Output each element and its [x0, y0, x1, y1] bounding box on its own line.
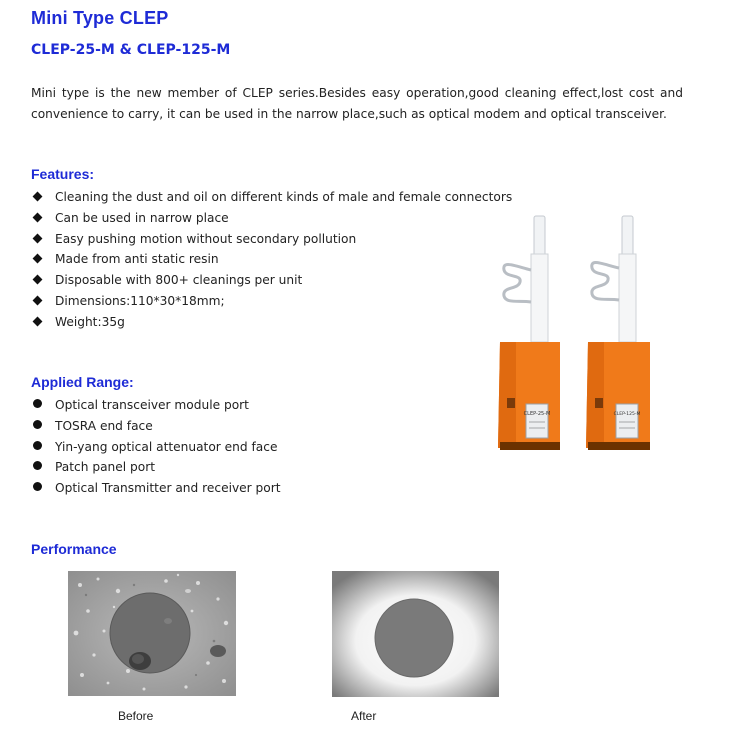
diamond-bullet-icon [31, 312, 55, 333]
list-item [31, 478, 281, 499]
features-list [31, 187, 512, 333]
cleaner-left-label: CLEP-25-M [523, 411, 551, 417]
list-item [31, 187, 512, 208]
list-item [31, 416, 281, 437]
page-subtitle: CLEP-25-M & CLEP-125-M [31, 42, 231, 58]
list-item [31, 291, 512, 312]
feature-text: Weight:35g [55, 314, 125, 329]
range-text: Yin-yang optical attenuator end face [55, 439, 278, 454]
diamond-bullet-icon [31, 270, 55, 291]
list-item [31, 312, 512, 333]
list-item [31, 270, 512, 291]
range-text: Optical transceiver module port [55, 398, 249, 412]
list-item [31, 395, 281, 416]
list-item [31, 457, 281, 478]
feature-text: Easy pushing motion without secondary pollution [55, 231, 357, 246]
list-item [31, 229, 512, 250]
feature-text: Disposable with 800+ cleanings per unit [55, 273, 303, 288]
applied-range-heading: Applied Range: [31, 374, 134, 390]
list-item [31, 437, 281, 458]
list-item [31, 208, 512, 229]
dot-bullet-icon [31, 437, 55, 458]
dot-bullet-icon [31, 416, 55, 437]
diamond-bullet-icon [31, 187, 55, 208]
features-heading: Features: [31, 166, 95, 182]
diamond-bullet-icon [31, 229, 55, 250]
cleaner-right [586, 216, 650, 450]
dot-bullet-icon [31, 457, 55, 478]
before-photo [68, 571, 236, 696]
diamond-bullet-icon [31, 291, 55, 312]
feature-text: Made from anti static resin [55, 252, 219, 267]
performance-heading: Performance [31, 541, 117, 557]
product-image [490, 210, 680, 460]
cleaner-left [498, 216, 560, 450]
after-caption: After [351, 709, 377, 723]
range-text: TOSRA end face [55, 418, 153, 433]
dot-bullet-icon [31, 395, 55, 416]
diamond-bullet-icon [31, 208, 55, 229]
before-caption: Before [118, 709, 154, 723]
intro-paragraph: Mini type is the new member of CLEP series.Besides easy operation,good cleaning effect,lost cost and convenience to carry, it can be used in the narrow place,such as optical modem and optical transceiver. [31, 86, 683, 121]
feature-text: Can be used in narrow place [55, 210, 229, 225]
diamond-bullet-icon [31, 249, 55, 270]
feature-text: Cleaning the dust and oil on different kinds of male and female connectors [55, 190, 513, 204]
feature-text: Dimensions:110*30*18mm; [55, 293, 225, 308]
list-item [31, 249, 512, 270]
cleaner-right-label: CLEP-125-M [613, 412, 641, 417]
range-text: Patch panel port [55, 460, 156, 475]
dot-bullet-icon [31, 478, 55, 499]
page-title: Mini Type CLEP [31, 8, 169, 28]
range-text: Optical Transmitter and receiver port [55, 481, 281, 496]
applied-range-list [31, 395, 281, 499]
after-photo [332, 571, 499, 697]
